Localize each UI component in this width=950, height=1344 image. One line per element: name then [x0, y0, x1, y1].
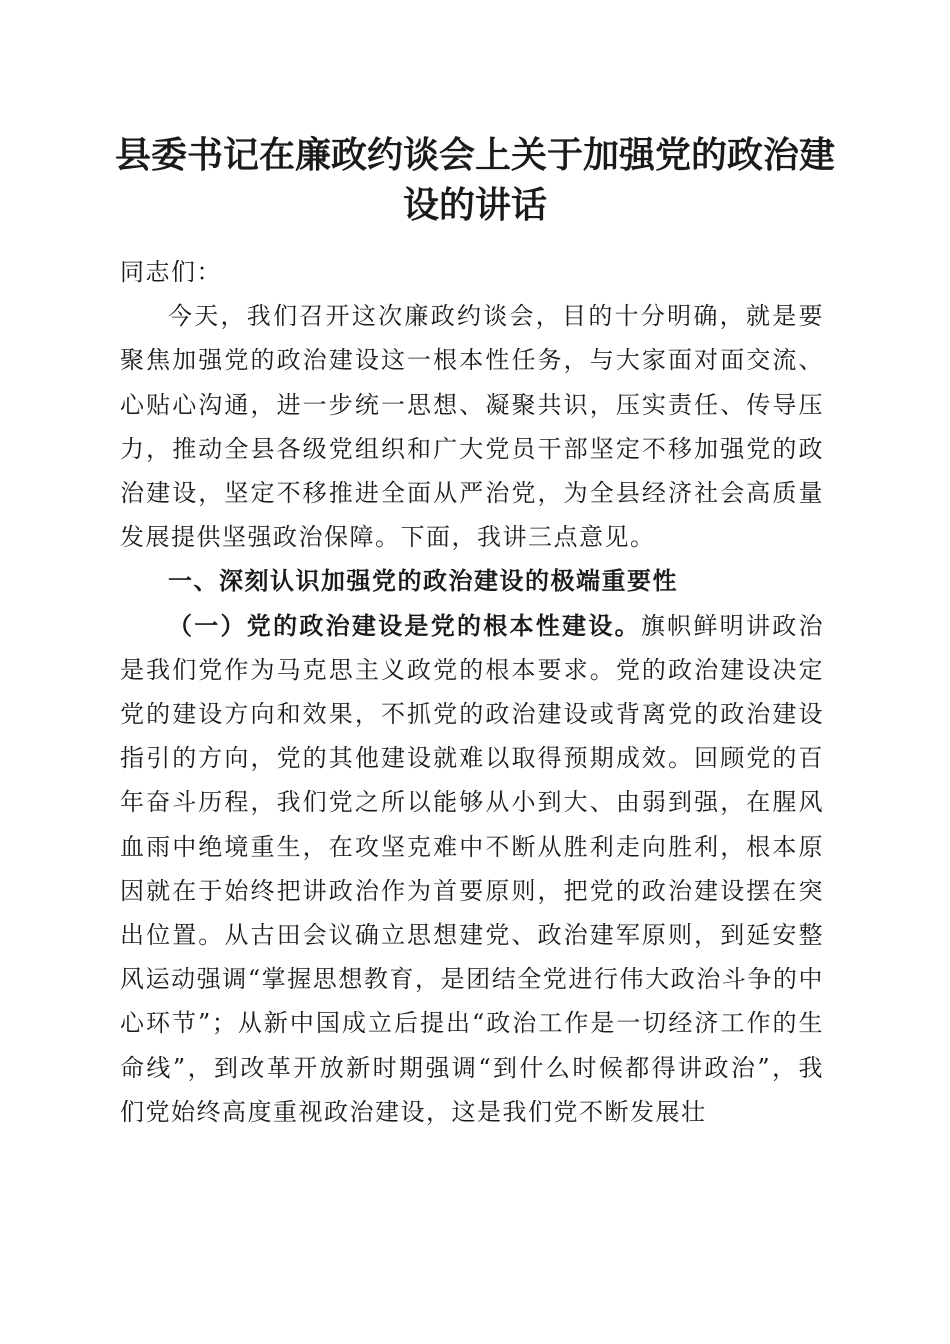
subsection-paragraph [120, 604, 824, 1134]
document-body [120, 250, 824, 1134]
intro-paragraph: 今天，我们召开这次廉政约谈会，目的十分明确，就是要聚焦加强党的政治建设这一根本性任务，与大家面对面交流、心贴心沟通，进一步统一思想、凝聚共识，压实责任、传导压力，推动全县各级党组织和广大党员干部坚定不移加强党的政治建设，坚定不移推进全面从严治党，为全县经济社会高质量发展提供坚强政治保障。下面，我讲三点意见。 [120, 302, 824, 552]
subsection-body: 旗帜鲜明讲政治是我们党作为马克思主义政党的根本要求。党的政治建设决定党的建设方向和效果，不抓党的政治建设或背离党的政治建设指引的方向，党的其他建设就难以取得预期成效。回顾党的百年奋斗历程，我们党之所以能够从小到大、由弱到强，在腥风血雨中绝境重生，在攻坚克难中不断从胜利走向胜利，根本原因就在于始终把讲政治作为首要原则，把党的政治建设摆在突出位置。从古田会议确立思想建党、政治建军原则，到延安整风运动强调“掌握思想教育，是团结全党进行伟大政治斗争的中心环节”；从新中国成立后提出“政治工作是一切经济工作的生命线”，到改革开放新时期强调“到什么时候都得讲政治”，我们党始终高度重视政治建设，这是我们党不断发展壮 [120, 611, 824, 1126]
section-heading: 一、深刻认识加强党的政治建设的极端重要性 [168, 567, 678, 596]
document-title: 县委书记在廉政约谈会上关于加强党的政治建设的讲话 [114, 134, 835, 226]
subsection-heading: （一）党的政治建设是党的根本性建设。 [168, 610, 641, 640]
salutation: 同志们： [120, 258, 222, 286]
